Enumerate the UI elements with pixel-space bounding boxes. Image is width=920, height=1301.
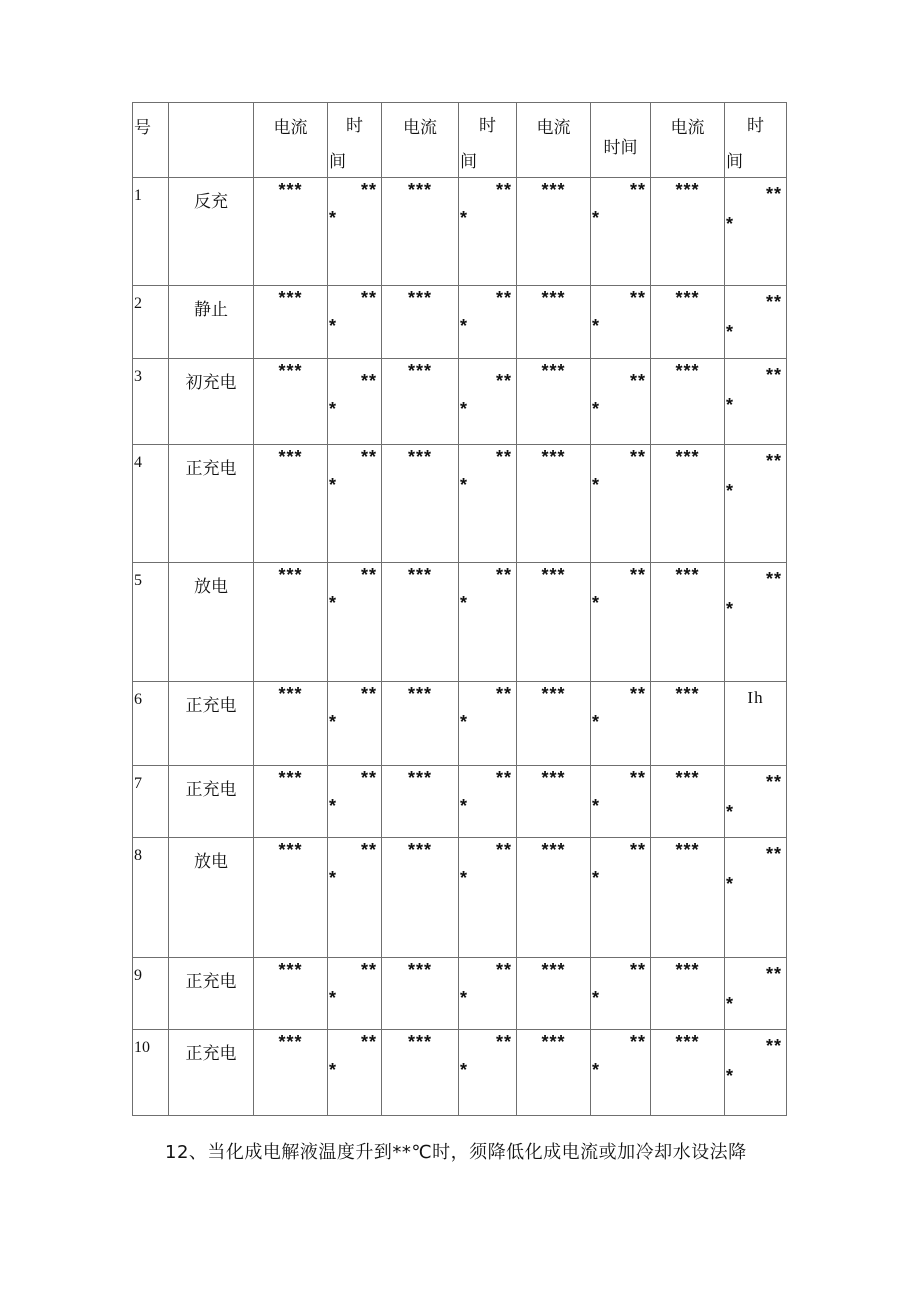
table-row	[133, 838, 787, 958]
current-value-cell	[517, 766, 591, 838]
row-step-cell	[169, 682, 254, 766]
row-no: 7	[134, 775, 142, 792]
header-time-b: 间	[460, 152, 477, 172]
time-value-top: **	[765, 844, 782, 864]
row-no-cell	[133, 682, 169, 766]
current-value: ***	[541, 565, 566, 585]
time-value-cell	[725, 286, 787, 359]
current-value-cell	[651, 766, 725, 838]
header-current: 电流	[273, 118, 308, 138]
time-value-top: **	[495, 840, 512, 860]
time-value-cell	[725, 682, 787, 766]
time-value-cell	[328, 178, 382, 286]
time-value-wrap: *	[726, 214, 734, 234]
time-value-top: **	[495, 1032, 512, 1052]
current-value: ***	[278, 288, 303, 308]
header-current: 电流	[403, 118, 437, 138]
time-value-wrap: *	[726, 322, 734, 342]
current-value-cell	[651, 838, 725, 958]
current-value-cell	[254, 682, 328, 766]
time-value-wrap: *	[592, 593, 600, 613]
current-value-cell	[382, 766, 459, 838]
current-value: ***	[407, 447, 432, 467]
row-no-cell	[133, 286, 169, 359]
current-value-cell	[382, 563, 459, 682]
time-value-top: **	[495, 960, 512, 980]
row-no-cell	[133, 359, 169, 445]
header-current-cell	[517, 103, 591, 178]
current-value-cell	[651, 445, 725, 563]
time-value-wrap: *	[592, 475, 600, 495]
header-current-cell	[254, 103, 328, 178]
time-value-top: **	[360, 447, 377, 467]
time-value-wrap: *	[460, 988, 468, 1008]
time-value-cell	[725, 1030, 787, 1116]
current-value-cell	[517, 682, 591, 766]
time-value-wrap: *	[460, 316, 468, 336]
time-value-wrap: *	[329, 475, 337, 495]
table-row	[133, 359, 787, 445]
time-value-cell	[725, 838, 787, 958]
time-value-wrap: *	[460, 868, 468, 888]
row-no-cell	[133, 445, 169, 563]
table-row	[133, 958, 787, 1030]
time-value-cell	[725, 563, 787, 682]
time-value-cell	[725, 359, 787, 445]
current-value-cell	[254, 1030, 328, 1116]
table-row	[133, 178, 787, 286]
time-value-wrap: *	[592, 316, 600, 336]
time-value-cell	[328, 286, 382, 359]
current-value: ***	[278, 684, 303, 704]
time-value-top: **	[495, 565, 512, 585]
current-value-cell	[254, 838, 328, 958]
time-value-wrap: *	[329, 868, 337, 888]
time-value-wrap: *	[329, 208, 337, 228]
row-step-name: 反充	[194, 192, 228, 212]
time-value-wrap: *	[592, 399, 600, 419]
header-time-a: 时	[479, 116, 496, 136]
row-no: 1	[134, 187, 142, 204]
time-value-top: **	[360, 768, 377, 788]
row-step-name: 静止	[194, 300, 228, 320]
time-value-top: **	[765, 451, 782, 471]
time-value-top: **	[765, 964, 782, 984]
current-value-cell	[254, 563, 328, 682]
current-value: ***	[675, 960, 700, 980]
time-value-top: **	[629, 840, 646, 860]
row-step-name: 正充电	[185, 780, 237, 800]
current-value: ***	[675, 180, 700, 200]
current-value: ***	[541, 840, 566, 860]
current-value-cell	[517, 178, 591, 286]
current-value: ***	[278, 960, 303, 980]
time-value-cell	[328, 766, 382, 838]
time-value-top: **	[765, 772, 782, 792]
current-value: ***	[541, 960, 566, 980]
header-time-b: 间	[726, 152, 743, 172]
time-value-cell	[459, 1030, 517, 1116]
row-step-cell	[169, 1030, 254, 1116]
current-value: ***	[541, 768, 566, 788]
header-no-cell	[133, 103, 169, 178]
current-value-cell	[382, 178, 459, 286]
time-value-top: **	[629, 1032, 646, 1052]
time-value-wrap: *	[592, 712, 600, 732]
time-value-top: **	[629, 288, 646, 308]
time-value-wrap: *	[726, 802, 734, 822]
time-value-cell	[591, 563, 651, 682]
table-row	[133, 682, 787, 766]
row-no: 2	[134, 295, 142, 312]
time-value-wrap: *	[726, 395, 734, 415]
time-value-cell	[328, 563, 382, 682]
row-no: 5	[134, 572, 142, 589]
table-row	[133, 445, 787, 563]
current-value: ***	[541, 1032, 566, 1052]
time-value-top: **	[495, 288, 512, 308]
row-step-cell	[169, 286, 254, 359]
row-step-cell	[169, 958, 254, 1030]
header-time-cell	[591, 103, 651, 178]
header-current: 电流	[536, 118, 571, 138]
current-value-cell	[254, 445, 328, 563]
time-value-cell	[328, 1030, 382, 1116]
current-value: ***	[407, 768, 432, 788]
row-no: 10	[134, 1039, 150, 1056]
time-value-cell	[328, 682, 382, 766]
current-value: ***	[675, 684, 700, 704]
current-value: ***	[407, 960, 432, 980]
time-value-cell	[459, 445, 517, 563]
time-value-wrap: *	[329, 1060, 337, 1080]
header-time-b: 间	[329, 152, 346, 172]
time-value-top: **	[765, 292, 782, 312]
row-step-cell	[169, 563, 254, 682]
time-value-wrap: *	[592, 1060, 600, 1080]
row-no: 3	[134, 368, 142, 385]
current-value-cell	[517, 563, 591, 682]
time-value-cell	[725, 445, 787, 563]
row-no-cell	[133, 766, 169, 838]
current-value-cell	[382, 286, 459, 359]
time-value-cell	[328, 445, 382, 563]
time-value-wrap: *	[460, 208, 468, 228]
current-value-cell	[651, 178, 725, 286]
header-name-cell	[169, 103, 254, 178]
current-value-cell	[382, 958, 459, 1030]
current-value: ***	[675, 288, 700, 308]
row-step-name: 放电	[194, 852, 228, 872]
time-value-top: **	[360, 180, 377, 200]
time-value-top: **	[360, 960, 377, 980]
current-value: ***	[675, 447, 700, 467]
current-value: ***	[407, 1032, 432, 1052]
current-value: ***	[675, 361, 700, 381]
time-value-cell	[459, 359, 517, 445]
row-no: 4	[134, 454, 142, 471]
time-value-wrap: *	[460, 796, 468, 816]
time-value-top: **	[495, 371, 512, 391]
time-value-top: **	[495, 180, 512, 200]
time-value-cell	[591, 178, 651, 286]
header-time-a: 时	[747, 116, 764, 136]
header-time-cell	[459, 103, 517, 178]
current-value-cell	[254, 178, 328, 286]
time-value-wrap: *	[592, 208, 600, 228]
table-header-row	[133, 103, 787, 178]
row-no-cell	[133, 1030, 169, 1116]
current-value: ***	[407, 840, 432, 860]
current-value-cell	[651, 563, 725, 682]
current-value: ***	[541, 288, 566, 308]
time-value-wrap: *	[329, 399, 337, 419]
current-value: ***	[675, 840, 700, 860]
row-step-name: 正充电	[185, 972, 237, 992]
current-value-cell	[517, 445, 591, 563]
current-value: ***	[675, 565, 700, 585]
time-value-top: **	[629, 447, 646, 467]
current-value: ***	[541, 447, 566, 467]
time-value-cell	[591, 1030, 651, 1116]
time-value-top: **	[495, 684, 512, 704]
time-value-wrap: *	[460, 399, 468, 419]
header-current-cell	[382, 103, 459, 178]
time-value-wrap: *	[726, 994, 734, 1014]
table-row	[133, 1030, 787, 1116]
time-value-wrap: *	[592, 988, 600, 1008]
header-time-full: 时间	[603, 138, 638, 158]
time-value-cell	[459, 766, 517, 838]
time-value-top: **	[360, 684, 377, 704]
time-value-top: **	[360, 840, 377, 860]
time-value-cell	[459, 958, 517, 1030]
current-value: ***	[407, 288, 432, 308]
time-value-cell	[459, 682, 517, 766]
time-value-cell	[591, 286, 651, 359]
time-value-cell	[591, 766, 651, 838]
current-value: ***	[541, 180, 566, 200]
time-value-wrap: *	[460, 593, 468, 613]
header-no: 号	[134, 118, 151, 138]
table-row	[133, 766, 787, 838]
current-value-cell	[382, 838, 459, 958]
row-step-name: 初充电	[185, 373, 237, 393]
current-value: ***	[675, 768, 700, 788]
row-no: 9	[134, 967, 142, 984]
time-value-wrap: *	[726, 874, 734, 894]
current-value: ***	[407, 361, 432, 381]
current-value-cell	[254, 359, 328, 445]
time-value-top: **	[765, 184, 782, 204]
current-value-cell	[517, 1030, 591, 1116]
time-value-top: **	[765, 1036, 782, 1056]
time-value-top: **	[629, 565, 646, 585]
time-value-top: **	[360, 565, 377, 585]
footer-paragraph: 12、当化成电解液温度升到**℃时，须降低化成电流或加冷却水设法降	[165, 1142, 747, 1163]
current-value-cell	[651, 1030, 725, 1116]
header-current: 电流	[670, 118, 705, 138]
row-step-cell	[169, 445, 254, 563]
time-value-cell	[591, 359, 651, 445]
row-step-cell	[169, 359, 254, 445]
current-value: ***	[541, 361, 566, 381]
time-value-top: **	[765, 365, 782, 385]
time-value-cell	[459, 563, 517, 682]
current-value: ***	[278, 180, 303, 200]
row-step-name: 放电	[194, 577, 228, 597]
time-value-wrap: *	[592, 796, 600, 816]
time-value-cell	[328, 958, 382, 1030]
current-value-cell	[651, 958, 725, 1030]
current-value-cell	[517, 958, 591, 1030]
time-value-wrap: *	[460, 475, 468, 495]
time-value-top: **	[360, 1032, 377, 1052]
current-value: ***	[278, 1032, 303, 1052]
time-value-wrap: *	[592, 868, 600, 888]
current-value-cell	[254, 958, 328, 1030]
time-value-cell	[459, 838, 517, 958]
row-no: 8	[134, 847, 142, 864]
current-value-cell	[254, 766, 328, 838]
row-step-name: 正充电	[185, 696, 237, 716]
current-value-cell	[382, 1030, 459, 1116]
row-no-cell	[133, 958, 169, 1030]
time-value-top: **	[629, 960, 646, 980]
row-step-name: 正充电	[185, 1044, 237, 1064]
current-value-cell	[651, 359, 725, 445]
time-value-cell	[591, 445, 651, 563]
row-step-cell	[169, 838, 254, 958]
current-value-cell	[382, 682, 459, 766]
time-value-cell	[591, 838, 651, 958]
current-value: ***	[278, 447, 303, 467]
current-value-cell	[517, 286, 591, 359]
time-value: Ih	[747, 688, 764, 707]
current-value-cell	[254, 286, 328, 359]
time-value-cell	[459, 286, 517, 359]
header-current-cell	[651, 103, 725, 178]
current-value: ***	[407, 684, 432, 704]
time-value-wrap: *	[329, 593, 337, 613]
current-value: ***	[407, 565, 432, 585]
row-step-cell	[169, 766, 254, 838]
current-value: ***	[675, 1032, 700, 1052]
header-time-cell	[328, 103, 382, 178]
time-value-top: **	[629, 371, 646, 391]
current-value-cell	[651, 682, 725, 766]
current-value: ***	[407, 180, 432, 200]
current-value-cell	[651, 286, 725, 359]
time-value-cell	[591, 958, 651, 1030]
header-time-a: 时	[346, 116, 363, 136]
header-time-cell	[725, 103, 787, 178]
table-row	[133, 286, 787, 359]
time-value-cell	[459, 178, 517, 286]
time-value-top: **	[629, 684, 646, 704]
table-row	[133, 563, 787, 682]
row-step-cell	[169, 178, 254, 286]
row-no-cell	[133, 563, 169, 682]
current-value: ***	[541, 684, 566, 704]
time-value-wrap: *	[726, 599, 734, 619]
time-value-cell	[725, 178, 787, 286]
current-value: ***	[278, 768, 303, 788]
current-value: ***	[278, 361, 303, 381]
row-step-name: 正充电	[185, 459, 237, 479]
time-value-wrap: *	[726, 1066, 734, 1086]
current-value: ***	[278, 565, 303, 585]
time-value-wrap: *	[329, 316, 337, 336]
time-value-cell	[725, 766, 787, 838]
time-value-top: **	[765, 569, 782, 589]
time-value-wrap: *	[329, 796, 337, 816]
time-value-wrap: *	[329, 712, 337, 732]
formation-process-table	[132, 102, 787, 1116]
time-value-top: **	[495, 447, 512, 467]
current-value-cell	[382, 359, 459, 445]
time-value-cell	[725, 958, 787, 1030]
time-value-wrap: *	[726, 481, 734, 501]
time-value-cell	[328, 838, 382, 958]
time-value-top: **	[495, 768, 512, 788]
row-no-cell	[133, 178, 169, 286]
time-value-top: **	[360, 371, 377, 391]
current-value-cell	[517, 838, 591, 958]
time-value-top: **	[629, 768, 646, 788]
time-value-wrap: *	[460, 1060, 468, 1080]
current-value-cell	[382, 445, 459, 563]
current-value-cell	[517, 359, 591, 445]
time-value-top: **	[360, 288, 377, 308]
row-no-cell	[133, 838, 169, 958]
time-value-top: **	[629, 180, 646, 200]
current-value: ***	[278, 840, 303, 860]
time-value-wrap: *	[460, 712, 468, 732]
time-value-cell	[328, 359, 382, 445]
row-no: 6	[134, 691, 142, 708]
time-value-cell	[591, 682, 651, 766]
time-value-wrap: *	[329, 988, 337, 1008]
